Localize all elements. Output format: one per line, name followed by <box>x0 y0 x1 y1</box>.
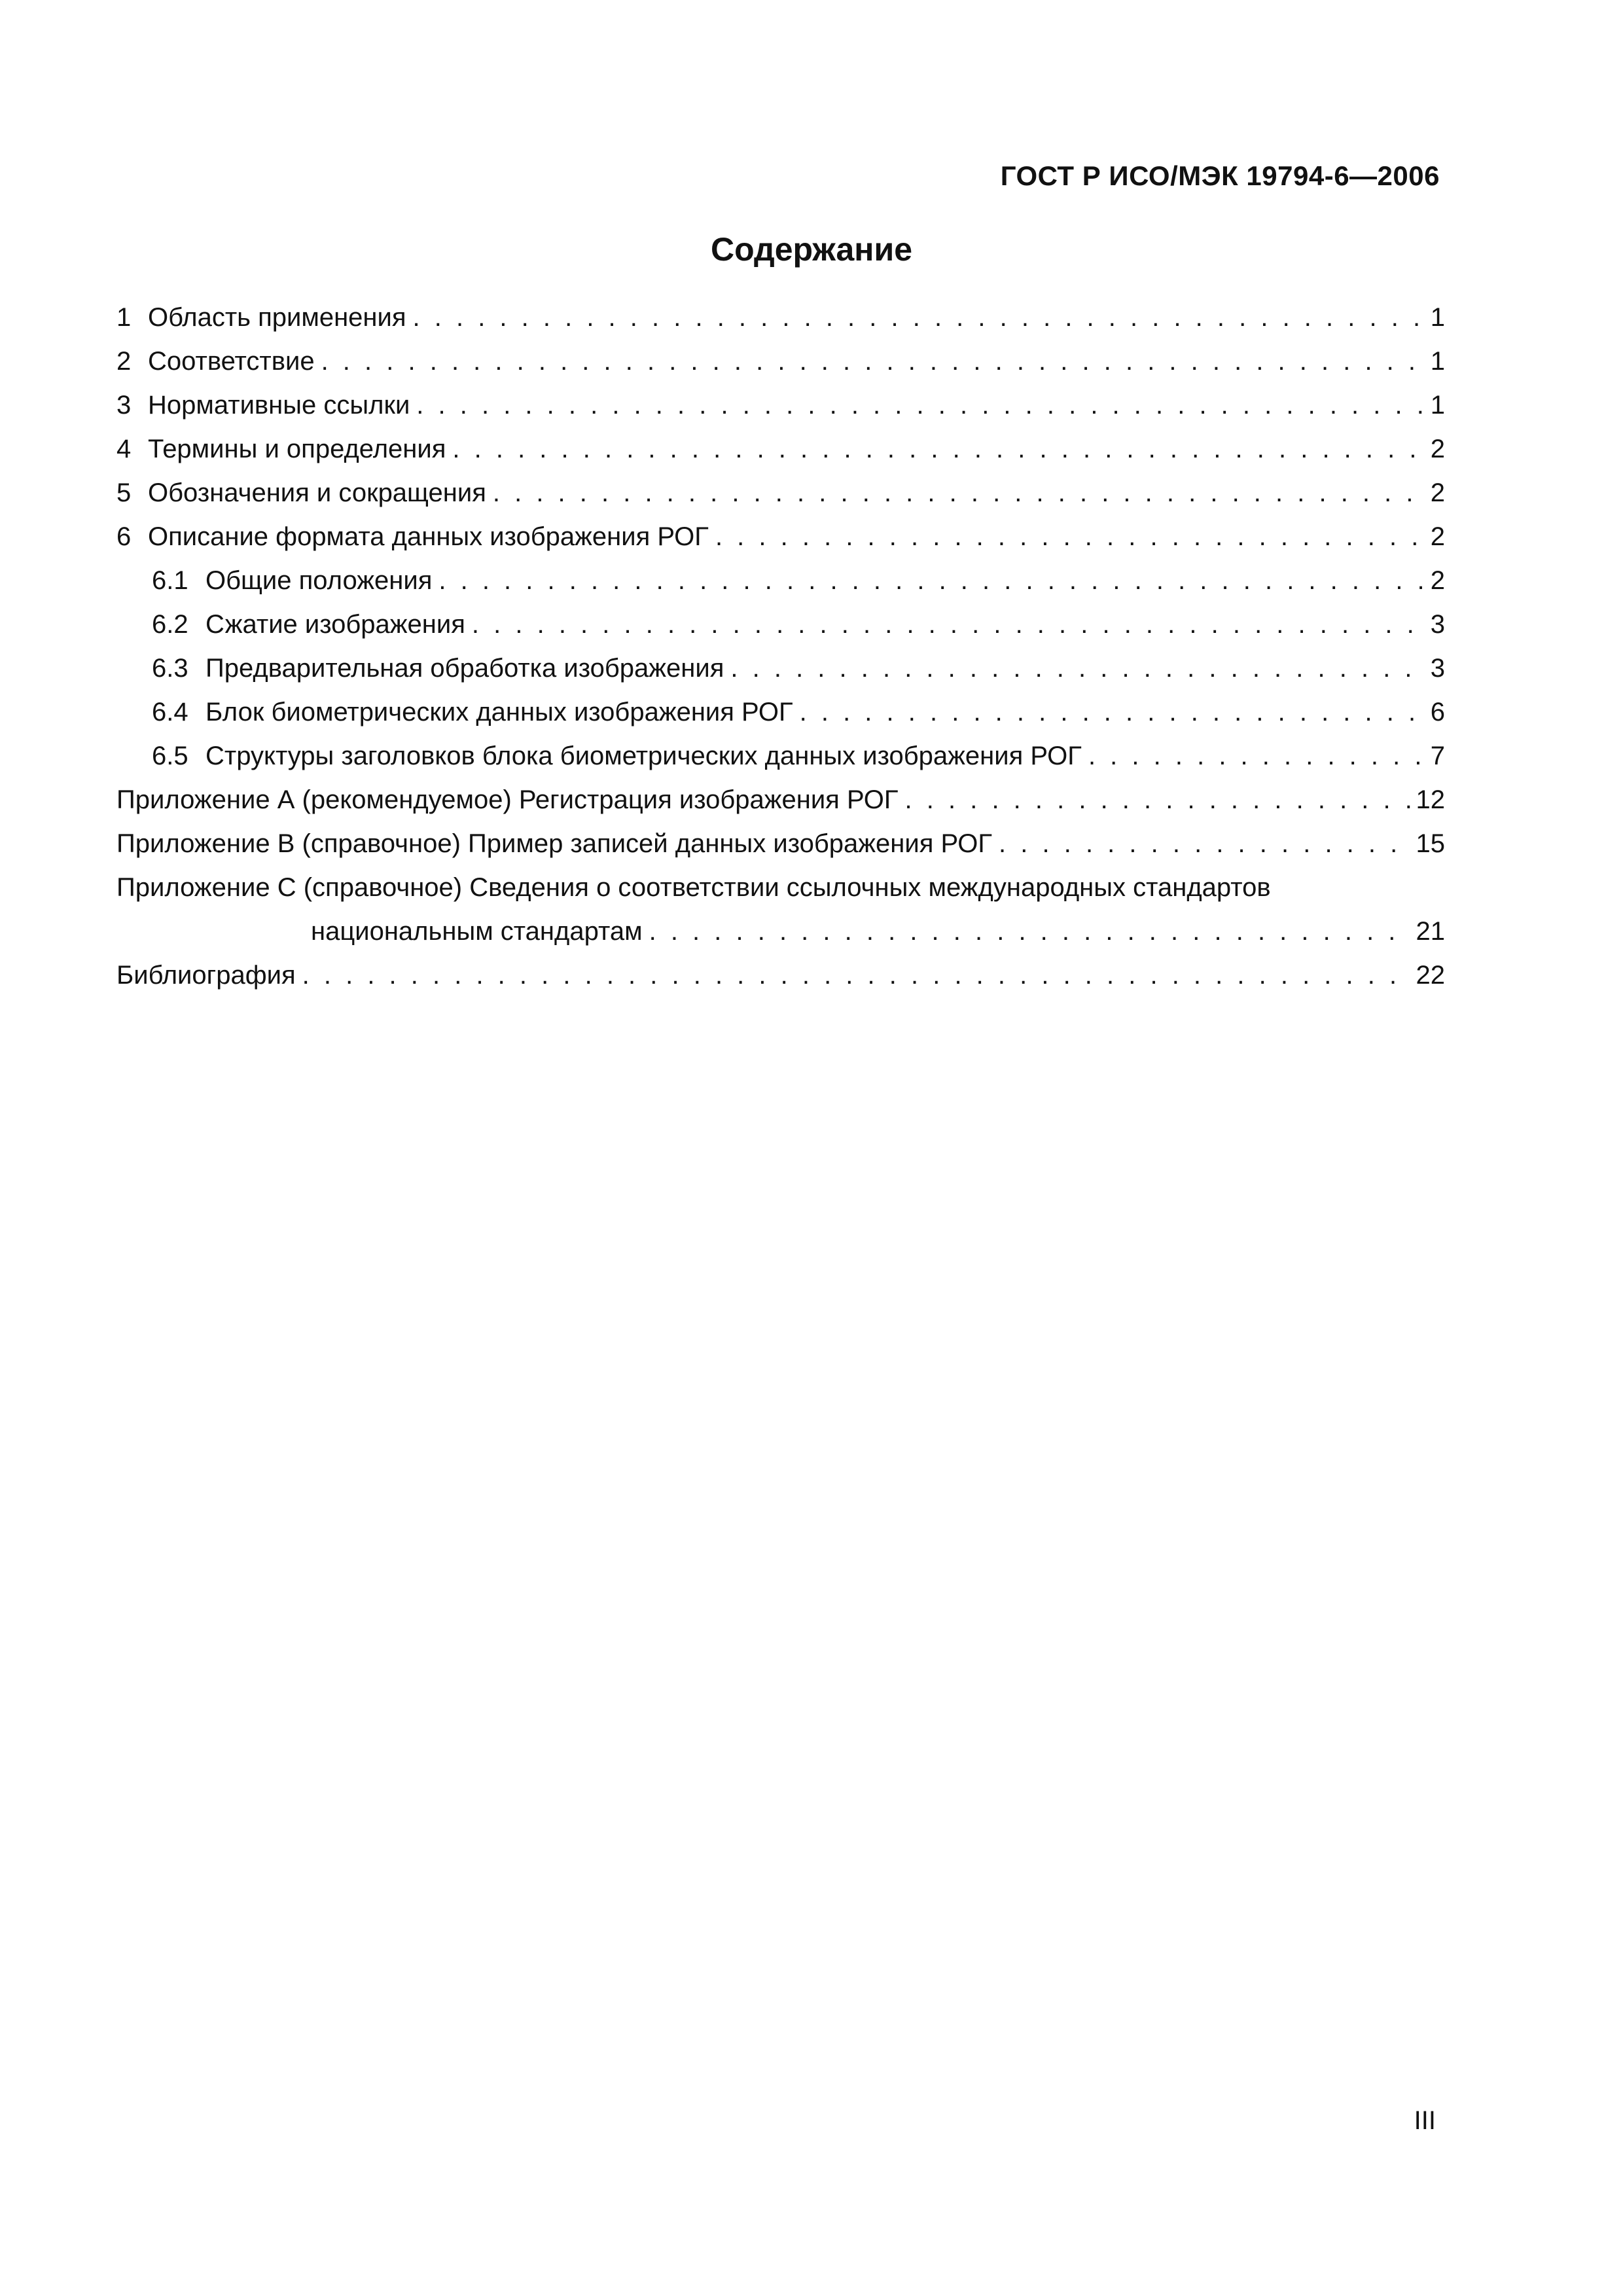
toc-entry-number: 6 <box>116 522 132 551</box>
toc-entry-title: Приложение В (справочное) Пример записей данных изображения РОГ <box>116 829 993 858</box>
toc-entry-6-4[interactable] <box>116 691 1445 734</box>
toc-leader-dots <box>800 691 1425 734</box>
toc-entry-page: 2 <box>1430 566 1445 595</box>
toc-entry-title: Структуры заголовков блока биометрических данных изображения РОГ <box>205 742 1082 770</box>
toc-entry-5[interactable] <box>116 471 1445 515</box>
toc-entry-title-line2: национальным стандартам <box>311 917 643 946</box>
toc-entry-6-1[interactable] <box>116 559 1445 603</box>
toc-entry-3[interactable] <box>116 384 1445 427</box>
toc-entry-number: 2 <box>116 347 132 376</box>
toc-entry-title: Обозначения и сокращения <box>148 478 486 507</box>
toc-entry-page: 22 <box>1416 961 1445 990</box>
toc-leader-dots <box>715 515 1425 559</box>
toc-entry-title-line1: Приложение С (справочное) Сведения о соответствии ссылочных международных стандартов <box>116 873 1271 902</box>
toc-entry-number: 3 <box>116 391 132 420</box>
toc-entry-number: 6.3 <box>152 654 188 683</box>
toc-entry-title: Библиография <box>116 961 296 990</box>
toc-entry-page: 3 <box>1430 610 1445 639</box>
toc-entry-title: Описание формата данных изображения РОГ <box>148 522 709 551</box>
toc-entry-6-3[interactable] <box>116 647 1445 691</box>
page-number: III <box>1414 2106 1436 2135</box>
toc-entry-page: 1 <box>1430 347 1445 376</box>
toc-entry-title: Сжатие изображения <box>205 610 465 639</box>
toc-entry-appendix-a[interactable] <box>116 778 1445 822</box>
toc-leader-dots <box>649 910 1411 954</box>
toc-leader-dots <box>999 822 1410 866</box>
toc-entry-title: Предварительная обработка изображения <box>205 654 724 683</box>
toc-entry-number: 6.4 <box>152 698 188 726</box>
document-header-code: ГОСТ Р ИСО/МЭК 19794-6—2006 <box>1000 160 1440 191</box>
toc-entry-title: Общие положения <box>205 566 433 595</box>
toc-entry-number: 1 <box>116 303 132 332</box>
toc-entry-page: 2 <box>1430 478 1445 507</box>
toc-entry-page: 6 <box>1430 698 1445 726</box>
toc-entry-page: 1 <box>1430 303 1445 332</box>
toc-entry-1[interactable] <box>116 296 1445 340</box>
toc-entry-title: Нормативные ссылки <box>148 391 410 420</box>
toc-entry-6[interactable] <box>116 515 1445 559</box>
toc-leader-dots <box>1088 734 1425 778</box>
toc-entry-page: 2 <box>1430 522 1445 551</box>
toc-leader-dots <box>413 296 1425 340</box>
toc-leader-dots <box>416 384 1425 427</box>
toc-leader-dots <box>905 778 1411 822</box>
toc-entry-title: Приложение А (рекомендуемое) Регистрация изображения РОГ <box>116 785 899 814</box>
toc-entry-page: 2 <box>1430 435 1445 463</box>
toc-entry-4[interactable] <box>116 427 1445 471</box>
toc-entry-page: 15 <box>1416 829 1445 858</box>
toc-entry-number: 6.5 <box>152 742 188 770</box>
toc-entry-page: 21 <box>1416 917 1445 946</box>
toc-title: Содержание <box>710 231 913 268</box>
toc-entry-appendix-c[interactable] <box>116 866 1445 954</box>
toc-leader-dots <box>302 954 1411 997</box>
table-of-contents <box>116 296 1445 997</box>
toc-entry-appendix-b[interactable] <box>116 822 1445 866</box>
toc-entry-number: 6.2 <box>152 610 188 639</box>
toc-entry-bibliography[interactable] <box>116 954 1445 997</box>
toc-entry-title: Блок биометрических данных изображения РОГ <box>205 698 793 726</box>
toc-leader-dots <box>438 559 1425 603</box>
toc-entry-page: 3 <box>1430 654 1445 683</box>
toc-leader-dots <box>452 427 1425 471</box>
toc-entry-title: Область применения <box>148 303 406 332</box>
toc-entry-number: 4 <box>116 435 132 463</box>
toc-entry-number: 6.1 <box>152 566 188 595</box>
toc-entry-6-2[interactable] <box>116 603 1445 647</box>
toc-entry-2[interactable] <box>116 340 1445 384</box>
toc-entry-title: Соответствие <box>148 347 315 376</box>
toc-entry-page: 7 <box>1430 742 1445 770</box>
toc-leader-dots <box>472 603 1425 647</box>
toc-entry-page: 12 <box>1416 785 1445 814</box>
toc-leader-dots <box>730 647 1425 691</box>
toc-entry-6-5[interactable] <box>116 734 1445 778</box>
toc-entry-title-line2-row <box>116 910 1445 954</box>
toc-entry-page: 1 <box>1430 391 1445 420</box>
toc-entry-title: Термины и определения <box>148 435 446 463</box>
toc-leader-dots <box>321 340 1425 384</box>
toc-leader-dots <box>493 471 1425 515</box>
toc-entry-number: 5 <box>116 478 132 507</box>
